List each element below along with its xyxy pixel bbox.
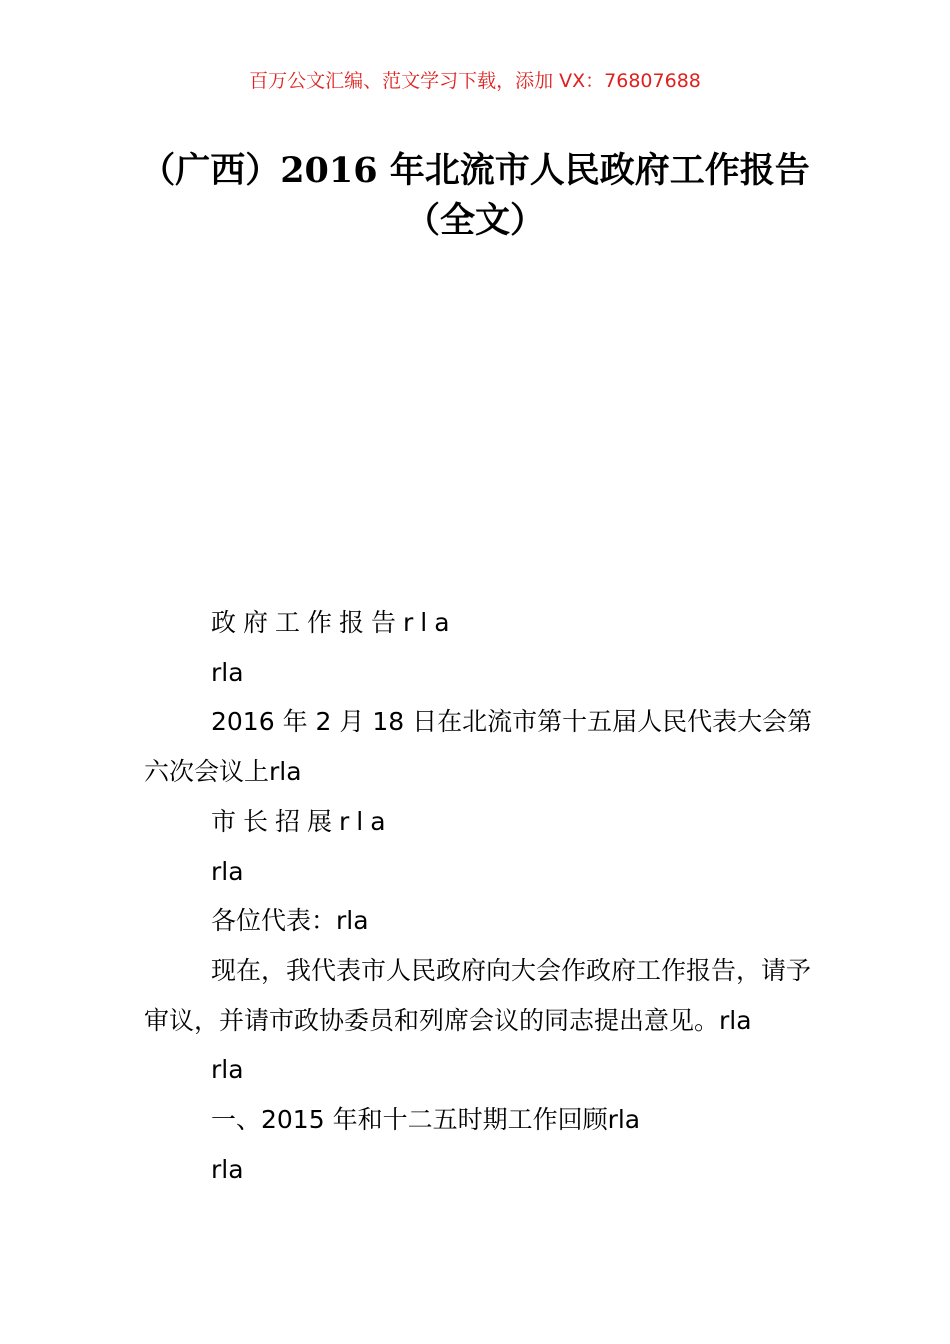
header-notice: 百万公文汇编、范文学习下载，添加 VX：76807688 — [249, 70, 701, 92]
paragraph: rla — [211, 1055, 244, 1085]
paragraph-salutation: 各位代表：rla — [211, 906, 369, 936]
paragraph-intro: 现在，我代表市人民政府向大会作政府工作报告，请予审议，并请市政协委员和列席会议的同志提出意见。rla — [144, 955, 812, 1035]
paragraph: rla — [211, 657, 244, 687]
paragraph-speaker: 市长招展rla — [211, 806, 393, 836]
paragraph-section-heading: 一、2015 年和十二五时期工作回顾rla — [211, 1105, 641, 1135]
document-title — [100, 146, 850, 246]
paragraph: rla — [211, 1154, 244, 1184]
paragraph-meeting-info: 2016 年 2 月 18 日在北流市第十五届人民代表大会第六次会议上rla — [144, 707, 813, 787]
title-line-2: （全文） — [404, 200, 545, 241]
paragraph: rla — [211, 856, 244, 886]
title-line-1: （广西）2016 年北流市人民政府工作报告 — [140, 150, 810, 191]
paragraph-report-heading: 政府工作报告rla — [211, 608, 457, 637]
document-body — [144, 598, 814, 1194]
